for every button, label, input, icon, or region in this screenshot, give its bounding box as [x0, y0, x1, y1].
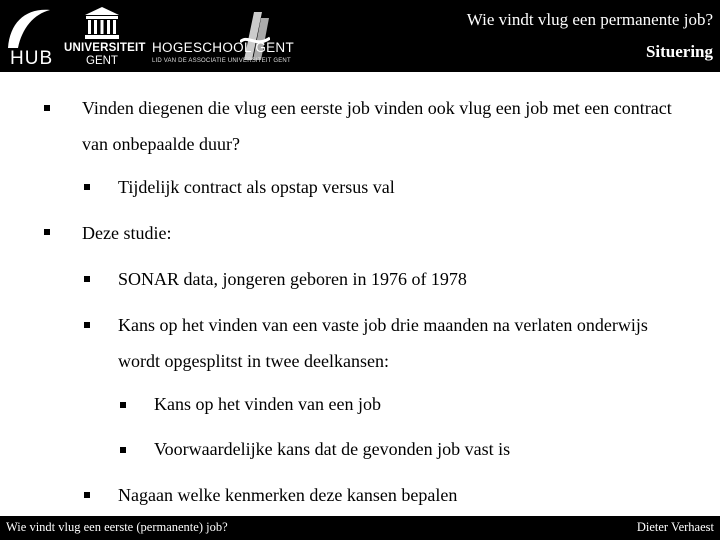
- hub-logo-text: HUB: [10, 48, 54, 69]
- bullet-marker: [84, 492, 90, 498]
- bullet-marker: [44, 105, 50, 111]
- bullet-marker: [44, 229, 50, 235]
- bullet-text: Tijdelijk contract als opstap versus val: [118, 177, 395, 197]
- ugent-logo-line2: GENT: [86, 55, 118, 67]
- ugent-logo-line1: UNIVERSITEIT: [64, 42, 146, 54]
- bullet-text: Deze studie:: [82, 223, 172, 243]
- bullet-text: Kans op het vinden van een vaste job drie maanden na verlaten onderwijs wordt opgesplitst in twee deelkansen:: [118, 315, 648, 371]
- hogent-logo-line1: HOGESCHOOL GENT: [152, 40, 295, 55]
- bullet-text: Nagaan welke kenmerken deze kansen bepalen: [118, 485, 458, 505]
- footer-title: Wie vindt vlug een eerste (permanente) job?: [6, 520, 228, 534]
- bullet-marker: [84, 322, 90, 328]
- hogent-logo-line2: LID VAN DE ASSOCIATIE UNIVERSITEIT GENT: [152, 58, 291, 64]
- bullet-text: Vinden diegenen die vlug een eerste job vinden ook vlug een job met een contract van onbepaalde duur?: [82, 98, 672, 154]
- bullet-text: Voorwaardelijke kans dat de gevonden job vast is: [154, 439, 511, 459]
- bullet-marker: [120, 402, 126, 408]
- footer-author: Dieter Verhaest: [636, 520, 714, 534]
- bullet-marker: [84, 276, 90, 282]
- bullet-text: SONAR data, jongeren geboren in 1976 of 1978: [118, 269, 467, 289]
- bullet-marker: [84, 184, 90, 190]
- bullet-marker: [120, 447, 126, 453]
- slide-subtitle: Situering: [645, 42, 713, 61]
- footer-bar: [0, 516, 720, 540]
- slide-title: Wie vindt vlug een permanente job?: [466, 10, 713, 29]
- bullet-text: Kans op het vinden van een job: [154, 394, 381, 414]
